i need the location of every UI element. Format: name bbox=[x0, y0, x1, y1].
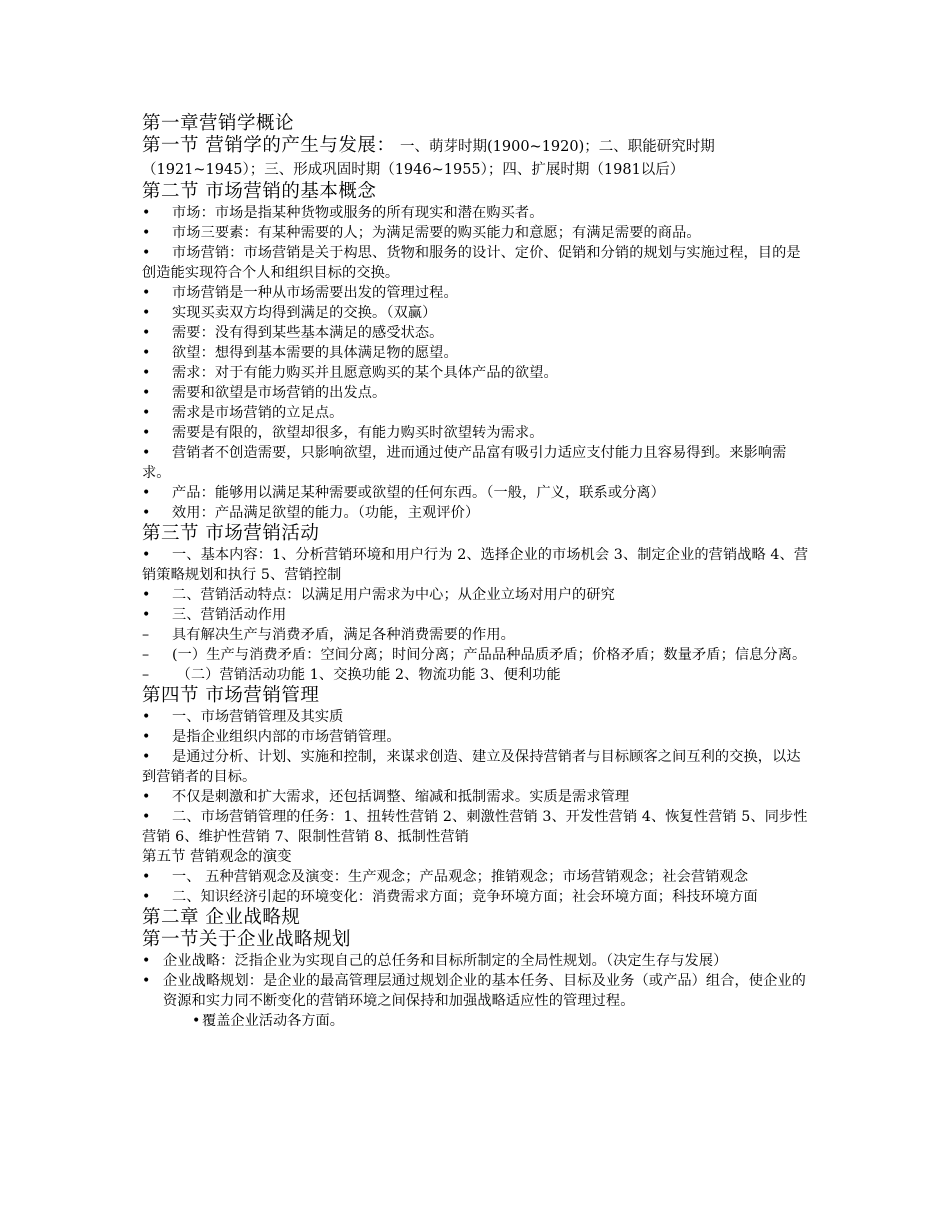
list-item-text: 营销者不创造需要，只影响欲望，进而通过使产品富有吸引力适应支付能力且容易得到。来影响需求。 bbox=[142, 445, 787, 481]
list-item-text: 企业战略：泛指企业为实现自己的总任务和目标所制定的全局性规划。（决定生存与发展） bbox=[163, 953, 728, 969]
section-4-list bbox=[142, 707, 810, 847]
list-item: – （二）营销活动功能 1、交换功能 2、物流功能 3、便利功能 bbox=[142, 667, 561, 683]
list-item bbox=[142, 1011, 810, 1031]
list-item: • 市场：市场是指某种货物或服务的所有现实和潜在购买者。 bbox=[142, 205, 544, 221]
list-item: • 实现买卖双方均得到满足的交换。（双赢） bbox=[142, 305, 437, 321]
list-item: • 市场营销是一种从市场需要出发的管理过程。 bbox=[142, 285, 458, 301]
list-item: • 需求：对于有能力购买并且愿意购买的某个具体产品的欲望。 bbox=[142, 365, 558, 381]
section-5-list bbox=[142, 867, 810, 907]
list-item-text: 具有解决生产与消费矛盾，满足各种消费需要的作用。 bbox=[172, 627, 515, 643]
section-1-title: 第一节 营销学的产生与发展： bbox=[142, 135, 396, 156]
list-item: • 需要：没有得到某些基本满足的感受状态。 bbox=[142, 325, 444, 341]
list-item-text: 二、知识经济引起的环境变化：消费需求方面；竞争环境方面；社会环境方面；科技环境方面 bbox=[172, 889, 758, 905]
section-2-list bbox=[142, 203, 810, 523]
chapter-2-section-1-title: 第一节关于企业战略规划 bbox=[142, 929, 352, 950]
list-item-text: 二、营销活动特点：以满足用户需求为中心；从企业立场对用户的研究 bbox=[172, 587, 615, 603]
bullet-marker: • bbox=[192, 1013, 201, 1029]
list-item: • 二、市场营销管理的任务：1、扭转性营销 2、刺激性营销 3、开发性营销 4、恢复性营销 5、同步性营销 6、维护性营销 7、限制性营销 8、抵制性营销 bbox=[142, 809, 808, 845]
list-item: • 欲望：想得到基本需要的具体满足物的愿望。 bbox=[142, 345, 458, 361]
chapter-2-list bbox=[142, 951, 810, 1011]
list-item: • 二、知识经济引起的环境变化：消费需求方面；竞争环境方面；社会环境方面；科技环境方面 bbox=[142, 889, 758, 905]
list-item: • 三、营销活动作用 bbox=[142, 607, 287, 623]
list-item: • 需要是有限的，欲望却很多，有能力购买时欲望转为需求。 bbox=[142, 425, 544, 441]
list-item-text: 一、市场营销管理及其实质 bbox=[172, 709, 344, 725]
list-item-text: 企业战略规划：是企业的最高管理层通过规划企业的基本任务、目标及业务（或产品）组合，使企业的资源和实力同不断变化的营销环境之间保持和加强战略适应性的管理过程。 bbox=[163, 973, 806, 1009]
section-3-list bbox=[142, 545, 810, 685]
list-item-text: 市场：市场是指某种货物或服务的所有现实和潜在购买者。 bbox=[172, 205, 544, 221]
list-item: – 具有解决生产与消费矛盾，满足各种消费需要的作用。 bbox=[142, 627, 515, 643]
section-2-title: 第二节 市场营销的基本概念 bbox=[142, 181, 377, 202]
list-item-text: （二）营销活动功能 1、交换功能 2、物流功能 3、便利功能 bbox=[172, 667, 561, 683]
list-item: • 一、市场营销管理及其实质 bbox=[142, 709, 344, 725]
bullet-marker: • bbox=[142, 953, 151, 969]
list-item: • 市场营销：市场营销是关于构思、货物和服务的设计、定价、促销和分销的规划与实施过程，目的是创造能实现符合个人和组织目标的交换。 bbox=[142, 245, 801, 281]
list-item: • 营销者不创造需要，只影响欲望，进而通过使产品富有吸引力适应支付能力且容易得到。来影响需求。 bbox=[142, 445, 787, 481]
list-item-text: 需要和欲望是市场营销的出发点。 bbox=[172, 385, 387, 401]
list-item: • 效用：产品满足欲望的能力。（功能，主观评价） bbox=[142, 505, 480, 521]
list-item-text: 实现买卖双方均得到满足的交换。（双赢） bbox=[172, 305, 437, 321]
list-item-text: 需求：对于有能力购买并且愿意购买的某个具体产品的欲望。 bbox=[172, 365, 558, 381]
list-item-text: 三、营销活动作用 bbox=[172, 607, 287, 623]
list-item bbox=[142, 971, 810, 1011]
list-item-text: 是通过分析、计划、实施和控制，来谋求创造、建立及保持营销者与目标顾客之间互利的交换，以达到营销者的目标。 bbox=[142, 749, 801, 785]
list-item: • 一、基本内容：1、分析营销环境和用户行为 2、选择企业的市场机会 3、制定企业的营销战略 4、营销策略规划和执行 5、营销控制 bbox=[142, 547, 809, 583]
bullet-marker: • bbox=[142, 973, 151, 989]
section-5-title: 第五节 营销观念的演变 bbox=[142, 849, 292, 865]
list-item: • 二、营销活动特点：以满足用户需求为中心；从企业立场对用户的研究 bbox=[142, 587, 615, 603]
list-item-text: 欲望：想得到基本需要的具体满足物的愿望。 bbox=[172, 345, 458, 361]
list-item-text: 一、基本内容：1、分析营销环境和用户行为 2、选择企业的市场机会 3、制定企业的营销战略 4、营销策略规划和执行 5、营销控制 bbox=[142, 547, 809, 583]
list-item-text: 市场三要素：有某种需要的人；为满足需要的购买能力和意愿；有满足需要的商品。 bbox=[172, 225, 701, 241]
list-item: • 需要和欲望是市场营销的出发点。 bbox=[142, 385, 387, 401]
list-item: • 是指企业组织内部的市场营销管理。 bbox=[142, 729, 401, 745]
list-item-text: 市场营销是一种从市场需要出发的管理过程。 bbox=[172, 285, 458, 301]
list-item: • 一、 五种营销观念及演变：生产观念；产品观念；推销观念；市场营销观念；社会营销观念 bbox=[142, 869, 749, 885]
list-item: • 是通过分析、计划、实施和控制，来谋求创造、建立及保持营销者与目标顾客之间互利的交换，以达到营销者的目标。 bbox=[142, 749, 801, 785]
list-item: • 市场三要素：有某种需要的人；为满足需要的购买能力和意愿；有满足需要的商品。 bbox=[142, 225, 701, 241]
list-item: • 不仅是刺激和扩大需求，还包括调整、缩减和抵制需求。实质是需求管理 bbox=[142, 789, 630, 805]
list-item-text: 需求是市场营销的立足点。 bbox=[172, 405, 344, 421]
list-item-text: 是指企业组织内部的市场营销管理。 bbox=[172, 729, 401, 745]
chapter-2-sublist bbox=[142, 1011, 810, 1031]
list-item: – (一）生产与消费矛盾：空间分离；时间分离；产品品种品质矛盾；价格矛盾；数量矛盾；信息分离。 bbox=[142, 647, 807, 663]
list-item-text: 市场营销：市场营销是关于构思、货物和服务的设计、定价、促销和分销的规划与实施过程，目的是创造能实现符合个人和组织目标的交换。 bbox=[142, 245, 801, 281]
list-item-text: 需要是有限的，欲望却很多，有能力购买时欲望转为需求。 bbox=[172, 425, 544, 441]
chapter-1-title: 第一章营销学概论 bbox=[142, 113, 295, 134]
list-item-text: (一）生产与消费矛盾：空间分离；时间分离；产品品种品质矛盾；价格矛盾；数量矛盾；信息分离。 bbox=[172, 647, 807, 663]
list-item bbox=[142, 951, 810, 971]
list-item: • 需求是市场营销的立足点。 bbox=[142, 405, 344, 421]
list-item-text: 需要：没有得到某些基本满足的感受状态。 bbox=[172, 325, 444, 341]
section-1-periods: 一、萌芽时期(1900~1920)；二、职能研究时期（1921~1945）；三、形成巩固时期（1946~1955）；四、扩展时期（1981以后） bbox=[142, 139, 715, 178]
list-item-text: 覆盖企业活动各方面。 bbox=[202, 1013, 344, 1029]
section-1 bbox=[142, 135, 810, 181]
section-4-title: 第四节 市场营销管理 bbox=[142, 685, 320, 706]
document-body bbox=[142, 113, 810, 1031]
list-item-text: 二、市场营销管理的任务：1、扭转性营销 2、刺激性营销 3、开发性营销 4、恢复性营销 5、同步性营销 6、维护性营销 7、限制性营销 8、抵制性营销 bbox=[142, 809, 808, 845]
list-item-text: 效用：产品满足欲望的能力。（功能，主观评价） bbox=[172, 505, 480, 521]
list-item-text: 不仅是刺激和扩大需求，还包括调整、缩减和抵制需求。实质是需求管理 bbox=[172, 789, 630, 805]
list-item-text: 一、 五种营销观念及演变：生产观念；产品观念；推销观念；市场营销观念；社会营销观念 bbox=[172, 869, 749, 885]
chapter-2-title: 第二章 企业战略规 bbox=[142, 907, 301, 928]
list-item: • 产品：能够用以满足某种需要或欲望的任何东西。（一般，广义，联系或分离） bbox=[142, 485, 665, 501]
list-item-text: 产品：能够用以满足某种需要或欲望的任何东西。（一般，广义，联系或分离） bbox=[172, 485, 665, 501]
section-3-title: 第三节 市场营销活动 bbox=[142, 523, 320, 544]
